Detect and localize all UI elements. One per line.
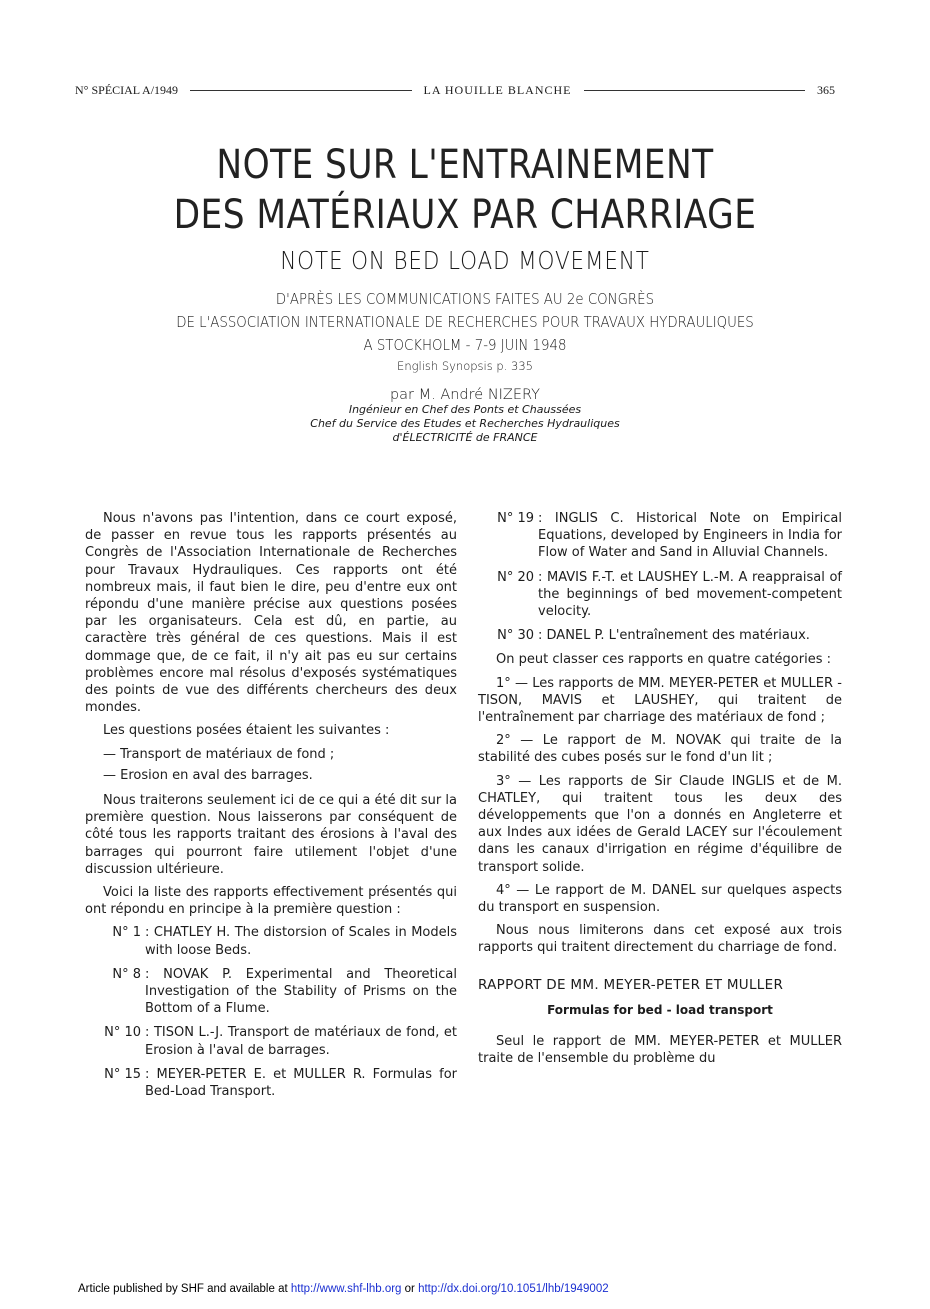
- context-line-1: D'APRÈS LES COMMUNICATIONS FAITES AU 2e CONGRÈS: [275, 290, 655, 308]
- report-citation: : NOVAK P. Experimental and Theoretical Investigation of the Stability of Prisms on the Bottom of a Flume.: [145, 966, 457, 1017]
- report-citation: : TISON L.-J. Transport de matériaux de fond, et Erosion à l'aval de barrages.: [145, 1025, 457, 1058]
- report-number: N° 19: [497, 511, 534, 526]
- report-ref: [478, 510, 842, 562]
- doi-link[interactable]: http://dx.doi.org/10.1051/lhb/1949002: [418, 1283, 609, 1295]
- report-ref: [478, 627, 842, 644]
- author-prefix: par M.: [389, 387, 436, 403]
- synopsis-reference: English Synopsis p. 335: [397, 359, 533, 373]
- report-citation-text: DANEL P. L'entraînement des matériaux.: [546, 628, 810, 644]
- issue-label: N° SPÉCIAL A/1949: [75, 82, 179, 97]
- paragraph: Voici la liste des rapports effectivement présentés qui ont répondu en principe à la première question :: [85, 885, 457, 918]
- report-ref: [85, 1066, 457, 1100]
- paragraph: On peut classer ces rapports en quatre catégories :: [496, 652, 832, 668]
- report-citation-text: MEYER-PETER E. et MULLER R. Formulas for Bed-Load Transport.: [145, 1066, 458, 1100]
- category-item: 4° — Le rapport de M. DANEL sur quelques aspects du transport en suspension.: [478, 882, 842, 916]
- report-number: N° 8: [112, 966, 141, 982]
- journal-name: LA HOUILLE BLANCHE: [423, 82, 572, 97]
- report-citation-text: CHATLEY H. The distorsion of Scales in Models with loose Beds.: [145, 925, 458, 958]
- affiliation-2: Chef du Service des Etudes et Recherches Hydrauliques: [310, 417, 620, 430]
- report-citation-text: MAVIS F.-T. et LAUSHEY L.-M. A reappraisal of the beginnings of bed movement-competent velocity.: [538, 569, 842, 620]
- question-item: — Erosion en aval des barrages.: [103, 767, 313, 783]
- english-subtitle: NOTE ON BED LOAD MOVEMENT: [280, 246, 650, 275]
- report-citation-text: TISON L.-J. Transport de matériaux de fond, et Erosion à l'aval de barrages.: [145, 1025, 457, 1058]
- left-column: [85, 510, 457, 1107]
- report-ref: [478, 569, 842, 621]
- report-number: N° 15: [104, 1066, 141, 1082]
- context-line-2: DE L'ASSOCIATION INTERNATIONALE DE RECHERCHES POUR TRAVAUX HYDRAULIQUES: [176, 313, 754, 331]
- category-item: 2° — Le rapport de M. NOVAK qui traite de la stabilité des cubes posés sur le fond d'un lit ;: [478, 733, 842, 766]
- author: [0, 387, 930, 403]
- paragraph: Nous n'avons pas l'intention, dans ce court exposé, de passer en revue tous les rapports présentés au Congrès de l'Association Internationale de Recherches pour Travaux Hydrauliques. Ces rapports ont été nombreux mais, il faut bien le dire, peu d'entre eux ont répondu d'une manière précise aux questions posées par les organisateurs. Cela est dû, en partie, au caractère très général de ces questions. Mais il est dommage que, de ce fait, il n'y ait pas eu sur certains problèmes encore mal résolus d'exposés systématiques des points de vue des différents chercheurs des deux mondes.: [85, 511, 457, 716]
- report-citation-text: NOVAK P. Experimental and Theoretical Investigation of the Stability of Prisms on the Bottom of a Flume.: [145, 966, 457, 1017]
- report-ref: [85, 966, 457, 1018]
- title-line-1: NOTE SUR L'ENTRAINEMENT: [216, 142, 714, 188]
- report-number: N° 1: [112, 925, 141, 941]
- shf-link[interactable]: http://www.shf-lhb.org: [290, 1283, 402, 1295]
- category-item: 3° — Les rapports de Sir Claude INGLIS et de M. CHATLEY, qui traitent tous les deux des développements que l'on a donnés en Angleterre et aux Indes aux idées de Gerald LACEY sur l'écoulement dans les canaux d'irrigation en régime d'équilibre de transport solide.: [478, 773, 842, 875]
- report-citation: : MEYER-PETER E. et MULLER R. Formulas for Bed-Load Transport.: [145, 1066, 458, 1100]
- footer-prefix: Article published by SHF and available at: [78, 1283, 291, 1295]
- affiliation-3: d'ÉLECTRICITÉ de FRANCE: [392, 431, 538, 444]
- title-line-2: DES MATÉRIAUX PAR CHARRIAGE: [173, 192, 757, 238]
- report-citation: : INGLIS C. Historical Note on Empirical Equations, developed by Engineers in India for Flow of Water and Sand in Alluvial Channels.: [538, 511, 842, 561]
- category-item: 1° — Les rapports de MM. MEYER-PETER et MULLER - TISON, MAVIS et LAUSHEY, qui traitent de l'entraînement par charriage des matériaux de fond ;: [478, 675, 842, 726]
- author-name: André NIZERY: [440, 387, 541, 403]
- report-number: N° 10: [104, 1025, 141, 1041]
- report-citation-text: INGLIS C. Historical Note on Empirical Equations, developed by Engineers in India for Flow of Water and Sand in Alluvial Channels.: [538, 511, 842, 561]
- report-citation: : DANEL P. L'entraînement des matériaux.: [538, 628, 810, 644]
- section-subheading: Formulas for bed - load transport: [547, 1002, 773, 1017]
- right-column: [478, 510, 842, 1073]
- footer: [78, 1283, 609, 1295]
- report-number: N° 20: [497, 569, 534, 585]
- report-citation: : MAVIS F.-T. et LAUSHEY L.-M. A reappraisal of the beginnings of bed movement-competent velocity.: [538, 569, 842, 620]
- section-heading: RAPPORT DE MM. MEYER-PETER ET MULLER: [478, 976, 784, 993]
- context-line-3: A STOCKHOLM - 7-9 JUIN 1948: [363, 336, 567, 354]
- report-ref: [85, 1024, 457, 1058]
- paragraph: Nous nous limiterons dans cet exposé aux trois rapports qui traitent directement du charriage de fond.: [478, 923, 842, 956]
- running-head: [75, 80, 835, 100]
- report-ref: [85, 924, 457, 958]
- report-citation: : CHATLEY H. The distorsion of Scales in Models with loose Beds.: [145, 925, 458, 958]
- paragraph: Nous traiterons seulement ici de ce qui a été dit sur la première question. Nous laisserons par conséquent de côté tous les rapports traitant des érosions à l'aval des barrages qui pourront faire utilement l'objet d'une discussion ultérieure.: [85, 793, 457, 877]
- affiliation-1: Ingénieur en Chef des Ponts et Chaussées: [348, 403, 582, 416]
- page-number: 365: [817, 82, 836, 97]
- question-item: — Transport de matériaux de fond ;: [103, 746, 335, 762]
- paragraph: Les questions posées étaient les suivantes :: [103, 723, 390, 739]
- paragraph: Seul le rapport de MM. MEYER-PETER et MULLER traite de l'ensemble du problème du: [478, 1034, 842, 1067]
- report-number: N° 30: [497, 628, 534, 644]
- header-rule-right: [584, 90, 806, 91]
- header-rule-left: [190, 90, 412, 91]
- footer-middle: or: [401, 1283, 419, 1295]
- title-block: [0, 140, 930, 445]
